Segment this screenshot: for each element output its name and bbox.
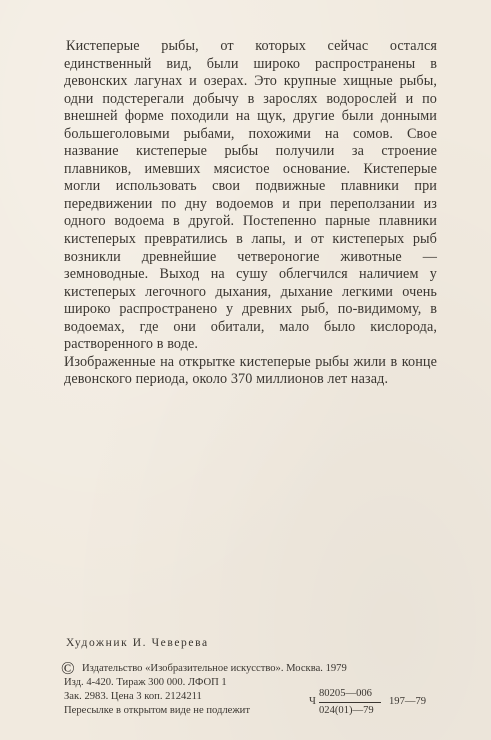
publication-imprint bbox=[61, 658, 444, 718]
description-text bbox=[64, 38, 437, 389]
copyright-icon: © bbox=[61, 658, 75, 678]
artist-credit: Художник И. Чеверева bbox=[66, 637, 209, 649]
publisher-text: Издательство «Изобразительное искусство». Москва. 1979 bbox=[82, 663, 347, 674]
imprint-line-mailing: Пересылке в открытом виде не подлежит bbox=[64, 705, 250, 716]
index-numerator: 80205—006 bbox=[319, 688, 372, 699]
publisher-line bbox=[61, 658, 444, 678]
paragraph-1: Кистеперые рыбы, от которых сейчас остался единственный вид, были широко распространены в девонских лагунах и озерах. Это крупные хищные рыбы, одни подстерегали добычу в зарослях водорослей и по внешней форме походили на щук, другие были донными большеголовыми рыбами, похожими на сомов. Свое название кистеперые рыбы получили за строение плавников, имевших мясистое основание. Кистеперые могли использовать свои подвижные плавники при передвижении по дну водоемов и при переползании из одного водоема в другой. Постепенно парные плавники кистеперых превратились в лапы, и от кистеперых рыб возникли древнейшие четвероногие животные — земноводные. Выход на сушу облегчился наличием у кистеперых легочного дыхания, дыхание легкими очень широко распространено у древних рыб, по-видимому, в водоемах, где они обитали, мало было кислорода, растворенного в воде. bbox=[64, 38, 437, 353]
imprint-line-edition: Изд. 4-420. Тираж 300 000. ЛФОП 1 bbox=[64, 677, 227, 688]
index-suffix: 197—79 bbox=[389, 696, 427, 707]
paragraph-2: Изображенные на открытке кистеперые рыбы жили в конце девонского периода, около 370 миллионов лет назад. bbox=[64, 353, 437, 388]
imprint-line-order: Зак. 2983. Цена 3 коп. 2124211 bbox=[64, 691, 202, 702]
index-denominator: 024(01)—79 bbox=[319, 705, 374, 716]
index-prefix: Ч bbox=[309, 696, 316, 707]
index-fraction-rule bbox=[319, 702, 381, 703]
